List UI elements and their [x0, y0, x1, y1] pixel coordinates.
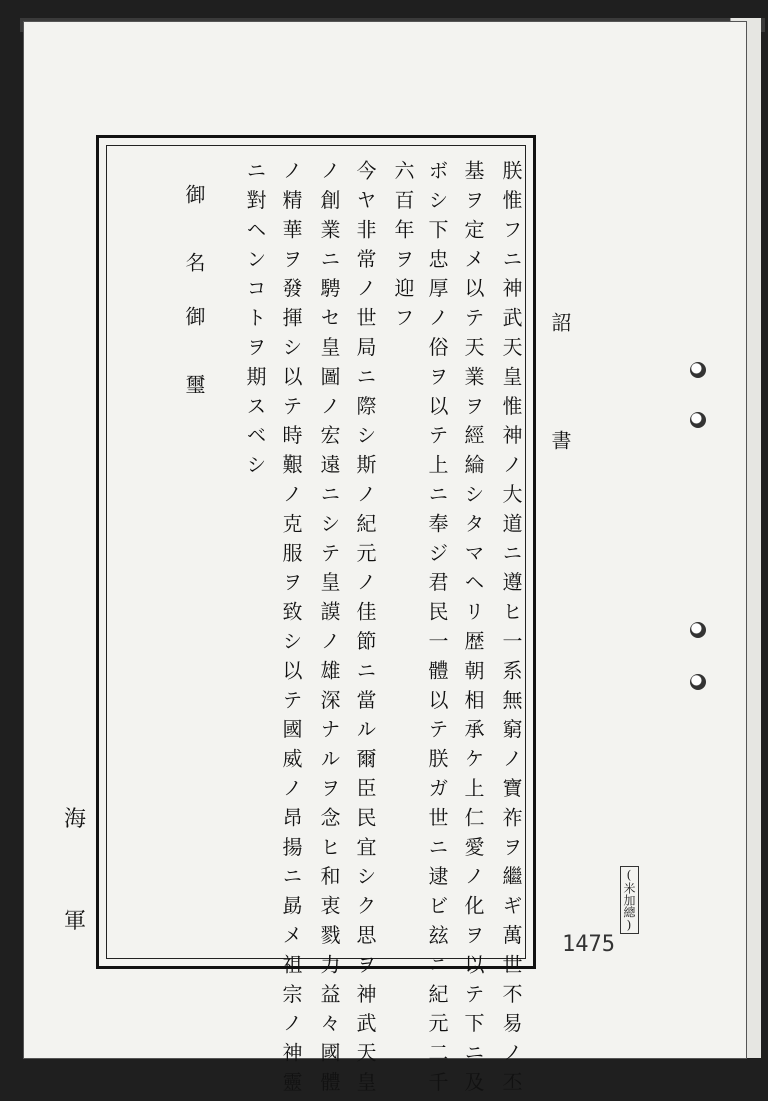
- side-label-umi: 海: [64, 807, 87, 832]
- punch-hole-icon: [690, 622, 706, 638]
- punch-hole-icon: [690, 362, 706, 378]
- text-column-7: ノ精華ヲ發揮シ以テ時艱ノ克服ヲ致シ以テ國威ノ昂揚ニ勗メ祖宗ノ神靈: [279, 160, 303, 1101]
- text-column-2: 基ヲ定メ以テ天業ヲ經綸シタマヘリ歴朝相承ケ上仁愛ノ化ヲ以テ下ニ及: [461, 160, 485, 1101]
- side-label-gun: 軍: [64, 909, 87, 934]
- imperial-name: 御名: [182, 184, 206, 320]
- archive-stamp: (米加總): [620, 866, 639, 934]
- punch-hole-icon: [690, 412, 706, 428]
- imperial-seal: 御璽: [182, 306, 206, 442]
- text-column-1: 朕惟フニ神武天皇惟神ノ大道ニ遵ヒ一系無窮ノ寶祚ヲ繼ギ萬世不易ノ丕: [499, 160, 523, 1101]
- text-column-6: ノ創業ニ騁セ皇圖ノ宏遠ニシテ皇謨ノ雄深ナルヲ念ヒ和衷戮力益々國體: [317, 160, 341, 1101]
- text-column-5: 今ヤ非常ノ世局ニ際シ斯ノ紀元ノ佳節ニ當ル爾臣民宜シク思ヲ神武天皇: [353, 160, 377, 1101]
- text-column-3: ボシ下忠厚ノ俗ヲ以テ上ニ奉ジ君民一體以テ朕ガ世ニ逮ビ玆ニ紀元二千: [425, 160, 449, 1101]
- page-number: 1475: [562, 932, 615, 957]
- document-title: 詔書: [548, 312, 572, 548]
- text-column-8: ニ對ヘンコトヲ期スベシ: [243, 160, 267, 484]
- text-column-4: 六百年ヲ迎フ: [391, 160, 415, 337]
- punch-hole-icon: [690, 674, 706, 690]
